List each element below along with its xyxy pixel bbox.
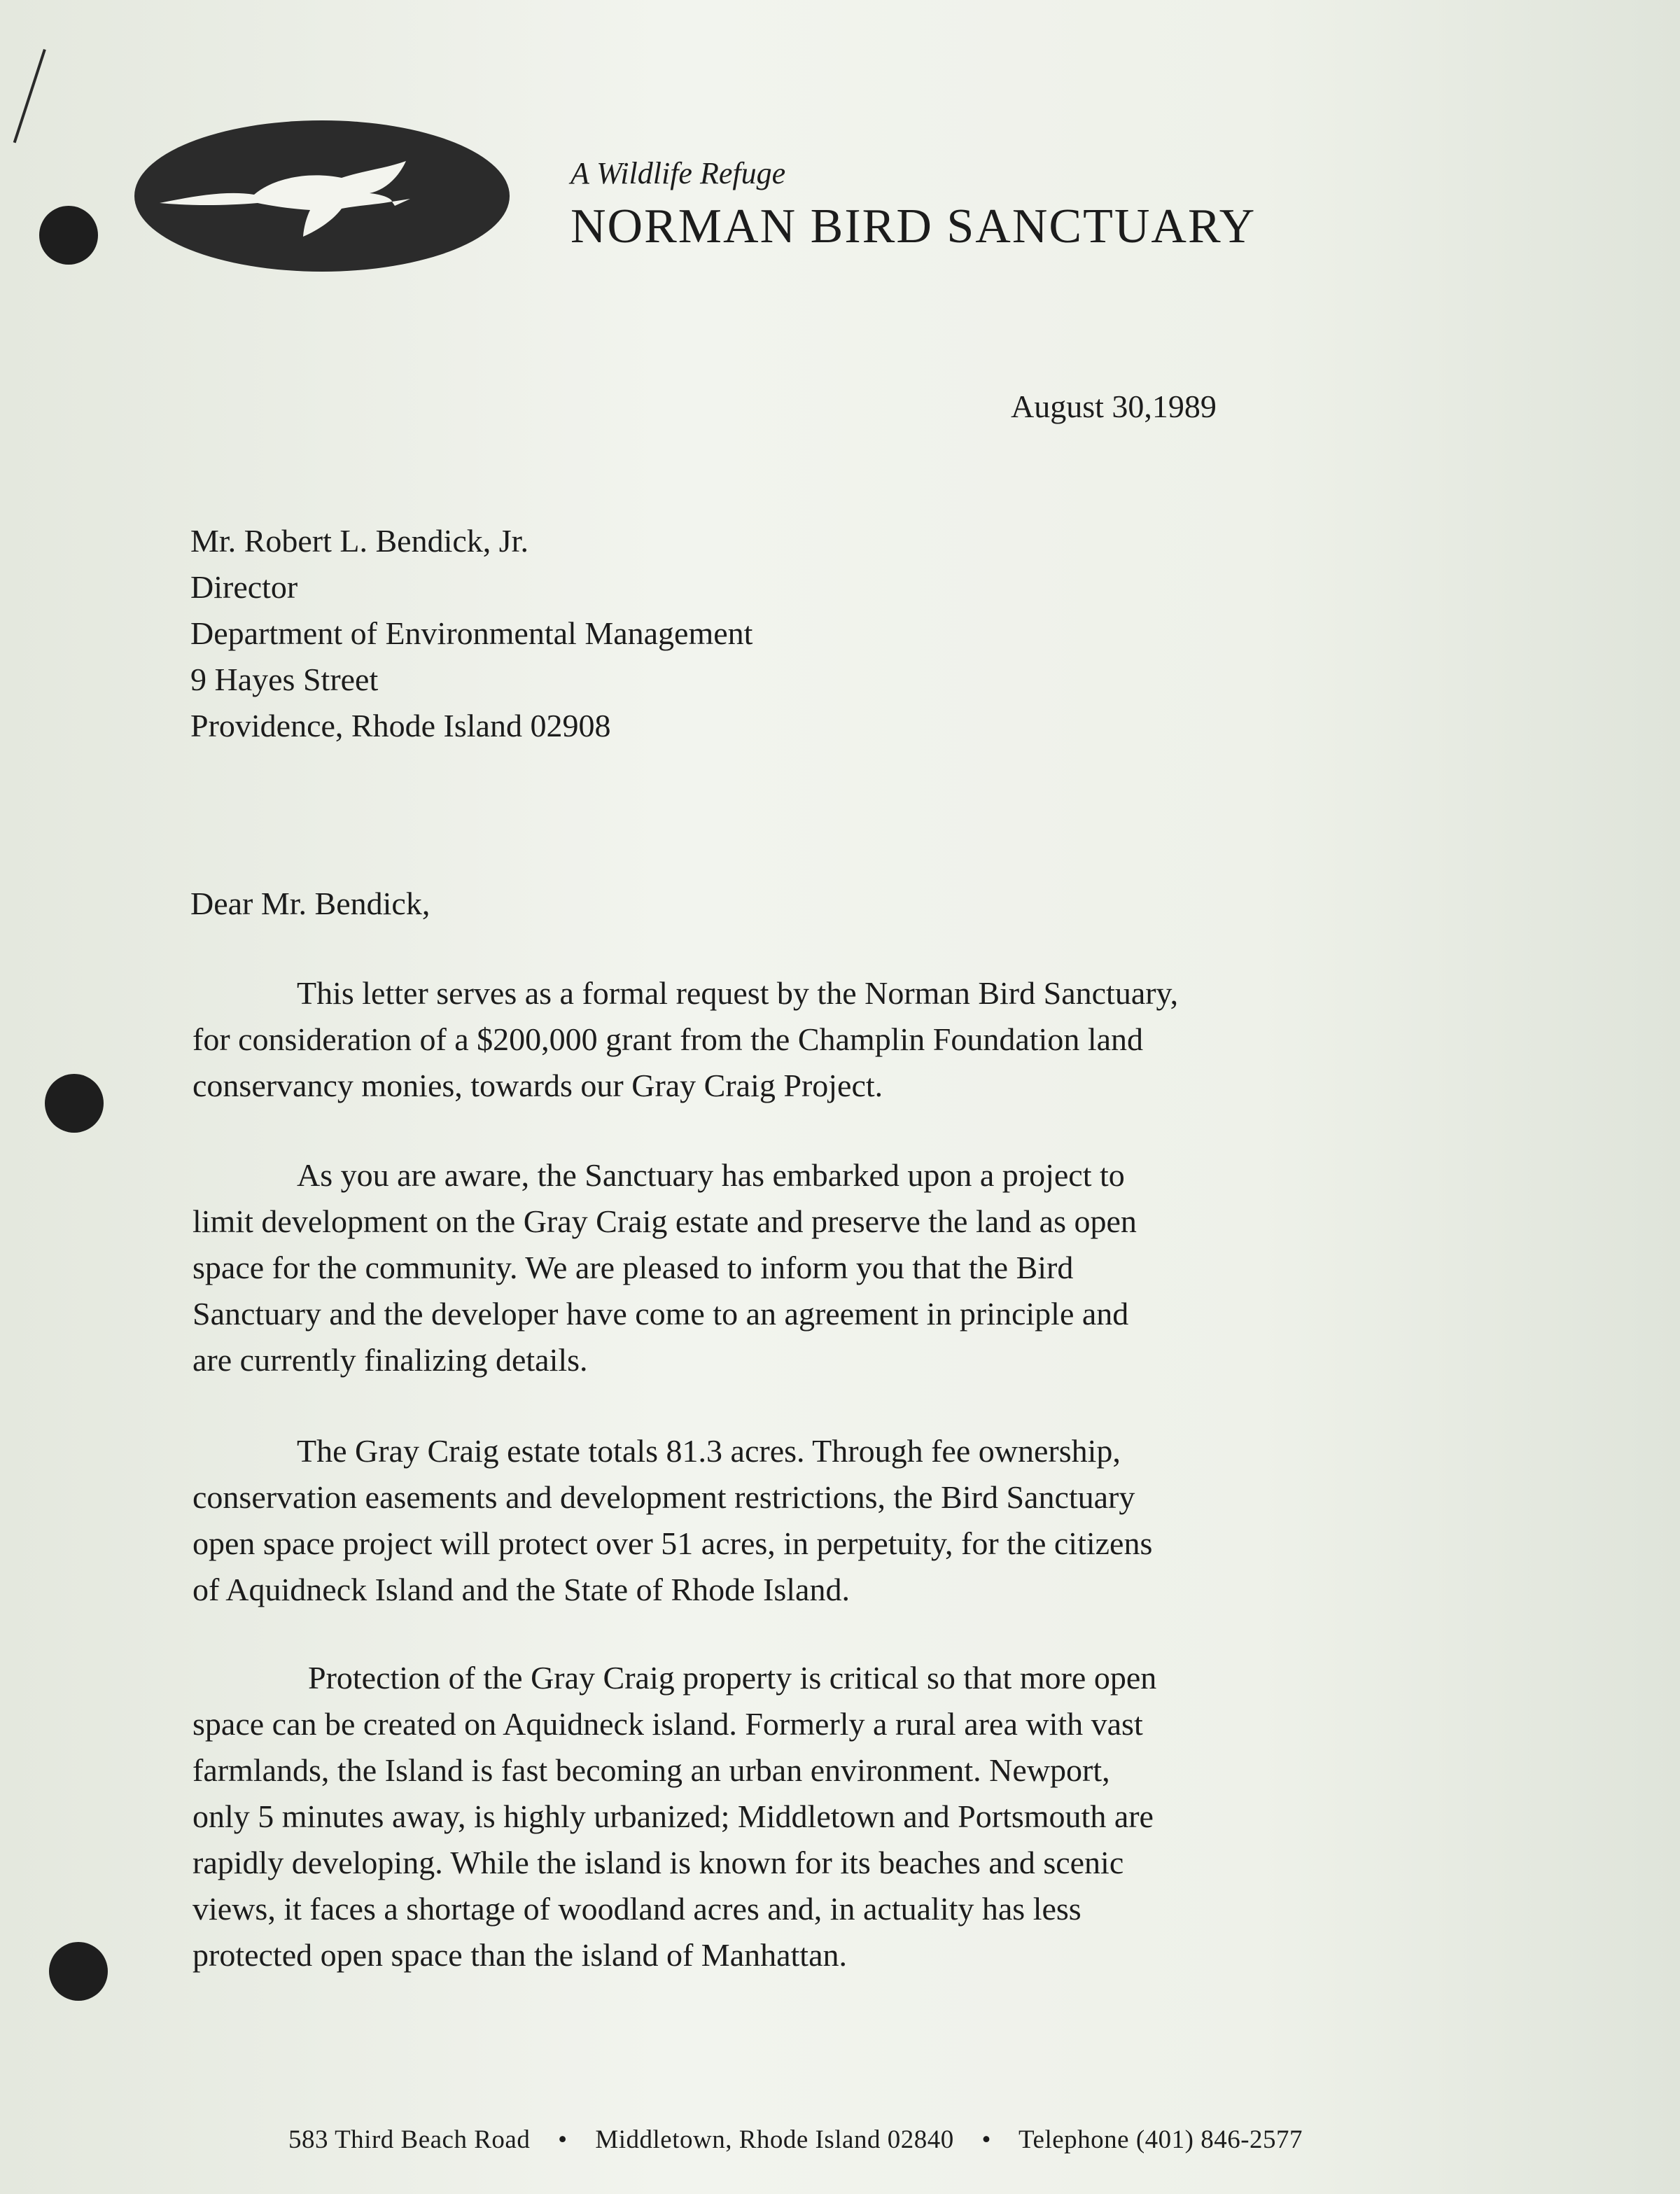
letter-date: August 30,1989 (1011, 389, 1217, 424)
recipient-city: Providence, Rhode Island 02908 (190, 708, 611, 743)
paragraph-protection (192, 1655, 1516, 1978)
paragraph-line: protected open space than the island of Manhattan. (192, 1937, 848, 1973)
footer-city: Middletown, Rhode Island 02840 (595, 2125, 954, 2154)
paragraph-line: for consideration of a $200,000 grant from the Champlin Foundation land (192, 1021, 1144, 1057)
paragraph-line: conservancy monies, towards our Gray Craig Project. (192, 1068, 883, 1103)
tagline: A Wildlife Refuge (570, 156, 786, 190)
paragraph-line: views, it faces a shortage of woodland acres and, in actuality has less (192, 1891, 1082, 1927)
paragraph-line: are currently finalizing details. (192, 1342, 588, 1378)
paragraph-line: farmlands, the Island is fast becoming an urban environment. Newport, (192, 1752, 1110, 1788)
paragraph-project (192, 1152, 1516, 1383)
paragraph-line: Protection of the Gray Craig property is critical so that more open (308, 1660, 1157, 1696)
recipient-department: Department of Environmental Management (190, 615, 753, 651)
organization-name: NORMAN BIRD SANCTUARY (570, 199, 1256, 253)
letterhead-footer (288, 2125, 1303, 2155)
paragraph-line: conservation easements and development restrictions, the Bird Sanctuary (192, 1479, 1135, 1515)
punch-hole-middle (45, 1074, 104, 1133)
paragraph-line: Sanctuary and the developer have come to an agreement in principle and (192, 1296, 1129, 1332)
paragraph-line: This letter serves as a formal request by the Norman Bird Sanctuary, (297, 975, 1179, 1011)
footer-address: 583 Third Beach Road (288, 2125, 531, 2154)
paragraph-line: of Aquidneck Island and the State of Rhode Island. (192, 1572, 850, 1607)
paragraph-acreage (192, 1428, 1516, 1613)
paragraph-line: space can be created on Aquidneck island. Formerly a rural area with vast (192, 1706, 1143, 1742)
paragraph-line: limit development on the Gray Craig estate and preserve the land as open (192, 1203, 1137, 1239)
paragraph-line: As you are aware, the Sanctuary has embarked upon a project to (297, 1157, 1125, 1193)
recipient-name: Mr. Robert L. Bendick, Jr. (190, 523, 528, 559)
salutation: Dear Mr. Bendick, (190, 886, 430, 921)
footer-separator: • (558, 2125, 568, 2154)
bird-logo-icon (132, 118, 512, 274)
pen-mark (13, 49, 46, 143)
letterhead (570, 155, 1256, 253)
punch-hole-top (39, 206, 98, 265)
paragraph-line: space for the community. We are pleased to inform you that the Bird (192, 1250, 1074, 1285)
recipient-street: 9 Hayes Street (190, 662, 379, 697)
paragraph-line: only 5 minutes away, is highly urbanized; Middletown and Portsmouth are (192, 1798, 1154, 1834)
punch-hole-bottom (49, 1942, 108, 2001)
recipient-title: Director (190, 569, 298, 605)
recipient-address (190, 518, 752, 749)
paragraph-line: rapidly developing. While the island is known for its beaches and scenic (192, 1845, 1124, 1880)
footer-separator: • (981, 2125, 991, 2154)
paragraph-line: open space project will protect over 51 acres, in perpetuity, for the citizens (192, 1525, 1153, 1561)
paragraph-line: The Gray Craig estate totals 81.3 acres. Through fee ownership, (297, 1433, 1121, 1469)
footer-phone: Telephone (401) 846-2577 (1018, 2125, 1303, 2154)
paragraph-request (192, 970, 1516, 1109)
